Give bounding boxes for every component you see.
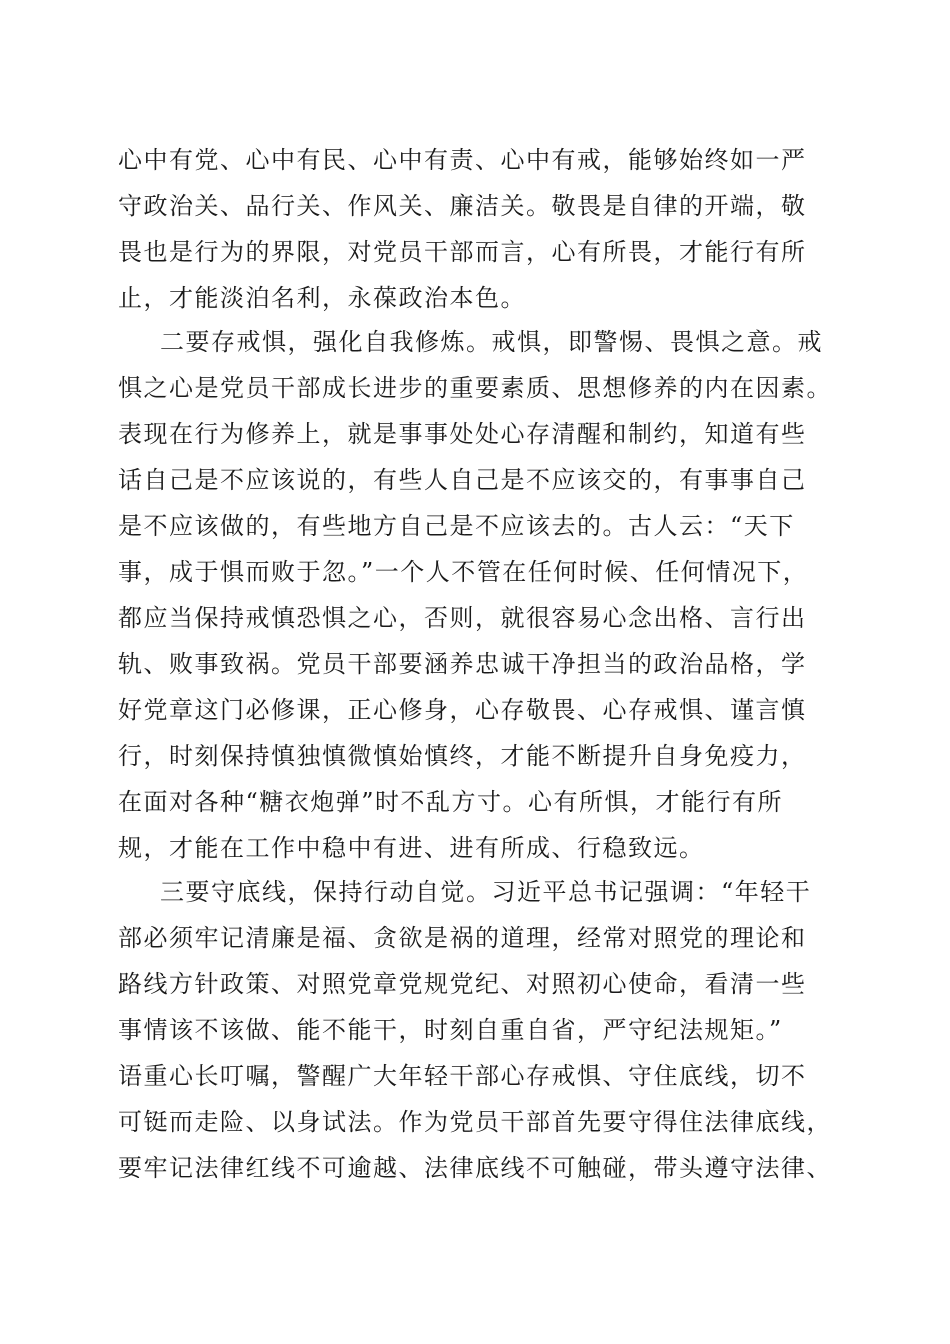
text-line: 行，时刻保持慎独慎微慎始慎终，才能不断提升自身免疫力， xyxy=(118,742,807,770)
text-line: 是不应该做的，有些地方自己是不应该去的。古人云：“天下 xyxy=(118,512,795,540)
text-line: 部必须牢记清廉是福、贪欲是祸的道理，经常对照党的理论和 xyxy=(118,924,807,952)
text-line: 语重心长叮嘱，警醒广大年轻干部心存戒惧、守住底线，切不 xyxy=(118,1062,807,1090)
paragraph-heading-line: 二要存戒惧，强化自我修炼。戒惧，即警惕、畏惧之意。戒 xyxy=(160,328,823,356)
text-line: 话自己是不应该说的，有些人自己是不应该交的，有事事自己 xyxy=(118,466,807,494)
text-line: 表现在行为修养上，就是事事处处心存清醒和制约，知道有些 xyxy=(118,420,807,448)
text-line: 路线方针政策、对照党章党规党纪、对照初心使命，看清一些 xyxy=(118,970,807,998)
text-line: 规，才能在工作中稳中有进、进有所成、行稳致远。 xyxy=(118,834,705,862)
text-line: 都应当保持戒慎恐惧之心，否则，就很容易心念出格、言行出 xyxy=(118,604,807,632)
text-line: 可铤而走险、以身试法。作为党员干部首先要守得住法律底线， xyxy=(118,1108,832,1136)
text-line: 要牢记法律红线不可逾越、法律底线不可触碰，带头遵守法律、 xyxy=(118,1154,832,1182)
text-line: 事，成于惧而败于忽。”一个人不管在任何时候、任何情况下， xyxy=(118,558,809,586)
text-line: 好党章这门必修课，正心修身，心存敬畏、心存戒惧、谨言慎 xyxy=(118,696,807,724)
text-line: 畏也是行为的界限，对党员干部而言，心有所畏，才能行有所 xyxy=(118,238,807,266)
paragraph-heading-line: 三要守底线，保持行动自觉。习近平总书记强调：“年轻干 xyxy=(160,878,812,906)
text-line: 事情该不该做、能不能干，时刻自重自省，严守纪法规矩。” xyxy=(118,1016,783,1044)
text-line: 心中有党、心中有民、心中有责、心中有戒，能够始终如一严 xyxy=(118,146,807,174)
text-line: 守政治关、品行关、作风关、廉洁关。敬畏是自律的开端，敬 xyxy=(118,192,807,220)
text-line: 轨、败事致祸。党员干部要涵养忠诚干净担当的政治品格，学 xyxy=(118,650,807,678)
text-line: 惧之心是党员干部成长进步的重要素质、思想修养的内在因素。 xyxy=(118,374,832,402)
text-line: 在面对各种“糖衣炮弹”时不乱方寸。心有所惧，才能行有所 xyxy=(118,788,784,816)
text-line: 止，才能淡泊名利，永葆政治本色。 xyxy=(118,284,526,312)
